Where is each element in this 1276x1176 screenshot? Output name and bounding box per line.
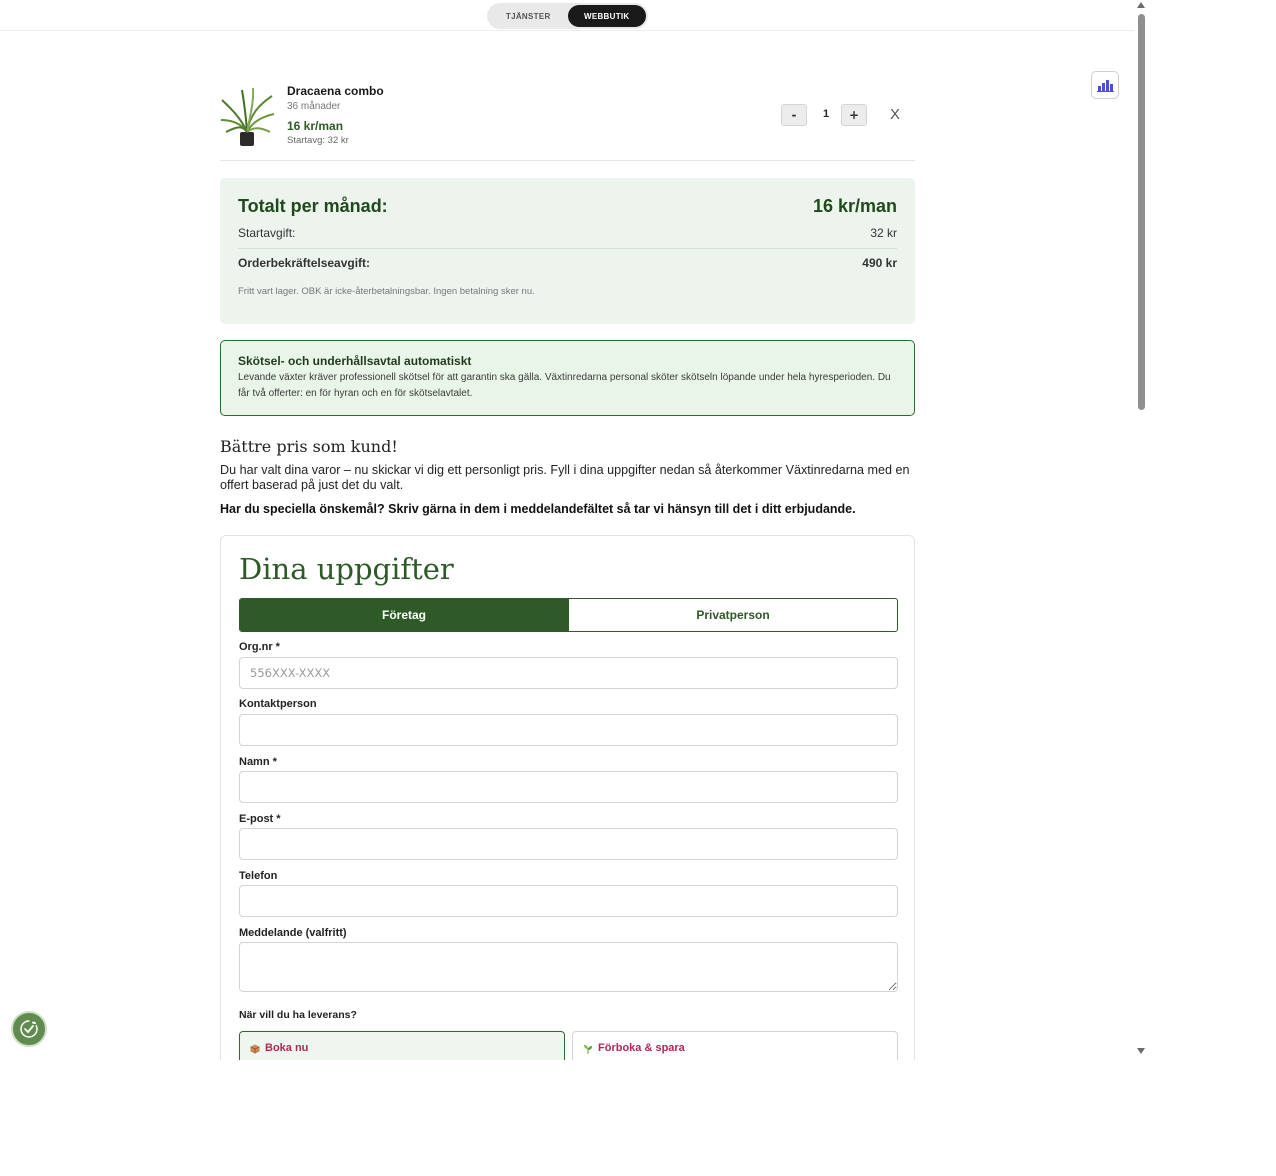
- care-agreement-notice: [220, 340, 915, 416]
- totals-note: Fritt vart lager. OBK är icke-återbetalningsbar. Ingen betalning sker nu.: [238, 286, 535, 297]
- item-duration: 36 månader: [287, 101, 341, 112]
- delivery-prebook-option[interactable]: [572, 1031, 898, 1060]
- scrollbar-thumb[interactable]: [1138, 14, 1145, 410]
- form-title: Dina uppgifter: [239, 552, 454, 586]
- care-text: Levande växter kräver professionell skötsel för att garantin ska gälla. Växtinredarna personal sköter skötseln löpande under hela hyresperioden. Du får två offerter: en för hyran och en för skötselavtalet.: [238, 372, 891, 399]
- quantity-decrease-button[interactable]: -: [781, 104, 807, 126]
- header-divider: [0, 30, 1134, 31]
- message-label: Meddelande (valfritt): [239, 927, 347, 939]
- customer-type-toggle: [239, 598, 898, 632]
- start-fee-label: Startavgift:: [238, 226, 296, 240]
- email-label: E-post *: [239, 813, 281, 825]
- totals-divider: [238, 248, 897, 249]
- eco-badge-button[interactable]: [11, 1011, 47, 1047]
- contact-label: Kontaktperson: [239, 698, 317, 710]
- type-private-button[interactable]: Privatperson: [568, 599, 897, 631]
- totals-panel: [220, 178, 915, 324]
- start-fee-value: 32 kr: [870, 226, 897, 240]
- total-title: Totalt per månad:: [238, 196, 388, 216]
- item-name: Dracaena combo: [287, 84, 384, 98]
- phone-label: Telefon: [239, 870, 278, 882]
- orgnr-input[interactable]: [239, 657, 898, 689]
- pricing-intro: Du har valt dina varor – nu skickar vi dig ett personligt pris. Fyll i dina uppgifter nedan så återkommer Växtinredarna med en offert baserad på just det du valt.: [220, 463, 910, 492]
- phone-input[interactable]: [239, 885, 898, 917]
- care-title: Skötsel- och underhållsavtal automatiskt: [238, 354, 472, 368]
- mode-shop-button[interactable]: WEBBUTIK: [568, 5, 647, 27]
- better-price-heading: Bättre pris som kund!: [220, 437, 398, 456]
- obk-label: Orderbekräftelseavgift:: [238, 256, 371, 270]
- total-value: 16 kr/man: [812, 196, 897, 216]
- orgnr-label: Org.nr *: [239, 641, 280, 653]
- item-price: 16 kr/man: [287, 119, 344, 133]
- box-icon: [250, 1044, 260, 1054]
- delivery-question: När vill du ha leverans?: [239, 1009, 357, 1021]
- stats-button[interactable]: [1091, 71, 1119, 99]
- delivery-book-now-option[interactable]: [239, 1031, 565, 1060]
- scroll-up-arrow-icon[interactable]: [1137, 2, 1145, 8]
- name-input[interactable]: [239, 771, 898, 803]
- contact-input[interactable]: [239, 714, 898, 746]
- cart-item: [220, 82, 915, 161]
- message-textarea[interactable]: [239, 942, 898, 992]
- mode-toggle: [487, 3, 648, 29]
- delivery-prebook-label: Förboka & spara: [598, 1042, 685, 1054]
- customer-details-form: [220, 535, 915, 1060]
- plant-image: [220, 86, 275, 148]
- type-company-button[interactable]: Företag: [240, 599, 568, 631]
- chart-icon: [1096, 78, 1114, 92]
- remove-item-button[interactable]: X: [890, 106, 901, 123]
- special-requests-text: Har du speciella önskemål? Skriv gärna in dem i meddelandefältet så tar vi hänsyn till det i ditt erbjudande.: [220, 502, 856, 516]
- mode-services-button[interactable]: TJÄNSTER: [505, 11, 551, 21]
- delivery-book-now-label: Boka nu: [265, 1042, 309, 1054]
- item-start-fee: Startavg: 32 kr: [287, 135, 349, 146]
- obk-value: 490 kr: [862, 256, 897, 270]
- quantity-increase-button[interactable]: +: [841, 104, 867, 126]
- name-label: Namn *: [239, 756, 277, 768]
- eco-badge-icon: [18, 1018, 40, 1040]
- quantity-value: 1: [822, 108, 830, 120]
- email-input[interactable]: [239, 828, 898, 860]
- sprout-icon: [583, 1044, 593, 1054]
- scroll-down-arrow-icon[interactable]: [1137, 1048, 1145, 1054]
